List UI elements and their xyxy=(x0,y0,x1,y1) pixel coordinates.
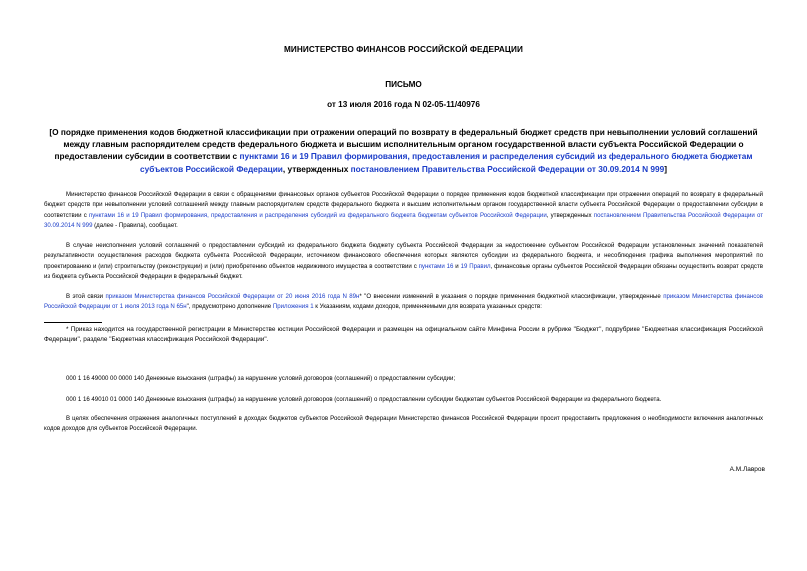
document-date-number: от 13 июля 2016 года N 02-05-11/40976 xyxy=(327,100,480,109)
link-point-19[interactable]: 19 Правил xyxy=(460,262,491,270)
footnote-divider xyxy=(44,322,102,323)
link-appendix-1[interactable]: Приложения 1 xyxy=(272,303,314,311)
income-code-line: 000 1 16 49000 00 0000 140 Денежные взыскания (штрафы) за нарушение условий договоров (соглашений) о предоставлении субсидии; xyxy=(66,375,456,382)
paragraph-text: * "О внесении изменений в указания о порядке применения бюджетной классификации, утвержденные xyxy=(359,293,664,300)
income-code-line: 000 1 16 49010 01 0000 140 Денежные взыскания (штрафы) за нарушение условий договоров (соглашений) о предоставлении субсидии бюджетам субъектов Российской Федерации из федерального бюджета. xyxy=(66,396,662,403)
paragraph-intro xyxy=(44,190,763,231)
signature: А.М.Лавров xyxy=(729,466,765,473)
paragraph-conditions xyxy=(44,241,763,282)
paragraph-text: , утвержденных xyxy=(546,211,594,219)
paragraph-text: и xyxy=(453,262,461,270)
ministry-title: МИНИСТЕРСТВО ФИНАНСОВ РОССИЙСКОЙ ФЕДЕРАЦИИ xyxy=(284,45,523,54)
footnote-text: * Приказ находится на государственной регистрации в Министерстве юстиции Российской Федерации и размещен на официальном сайте Минфина России в рубрике "Бюджет", подрубрике "Бюджетная классификация Российской Федерации", разделе "Бюджетная классификация Российской Федерации". xyxy=(44,326,763,344)
subject-text: [О порядке применения кодов бюджетной классификации при отражении операций по возврату в федеральный бюджет средств при невыполнении условий соглашений между главным распорядителем средств федерального бюджета и высшим исполнительным органом государственной власти субъекта Российской Федерации о предоставлении субсидии в соответствии с xyxy=(49,127,758,162)
subject-link-decree[interactable]: постановлением Правительства Российской Федерации от 30.09.2014 N 999 xyxy=(350,163,665,174)
document-subject xyxy=(44,126,763,175)
paragraph-text: к Указаниям, кодами доходов, применяемыми для возврата указанных средств: xyxy=(313,303,542,311)
subject-link-rules[interactable]: пунктами 16 и 19 Правил формирования, предоставления и распределения субсидий из федерального бюджета бюджетам субъектов Российской Федерации xyxy=(140,151,753,174)
paragraph-text: (далее - Правила), сообщает. xyxy=(92,221,178,229)
subject-text: ] xyxy=(664,163,667,174)
paragraph-request: В целях обеспечения отражения аналогичных поступлений в доходах бюджетов субъектов Российской Федерации Министерство финансов Российской Федерации просит предоставить предложения о необходимости включения аналогичных кодов доходов для субъектов Российской Федерации. xyxy=(44,415,763,433)
link-decree-999[interactable]: постановлением Правительства Российской Федерации от 30.09.2014 N 999 xyxy=(44,211,763,229)
document-type: ПИСЬМО xyxy=(385,80,422,89)
subject-text: , утвержденных xyxy=(282,163,351,174)
paragraph-text: ", предусмотрено дополнение xyxy=(186,303,273,311)
link-order-89n[interactable]: приказом Министерства финансов Российской Федерации от 20 июня 2016 года N 89н xyxy=(105,293,360,300)
paragraph-text: , финансовые органы субъектов Российской Федерации обязаны осуществить возврат средств из бюджета субъекта Российской Федерации в федеральный бюджет. xyxy=(44,262,764,280)
link-point-16[interactable]: пунктами 16 xyxy=(418,262,454,270)
link-order-65n[interactable]: приказом Министерства финансов Российской Федерации от 1 июля 2013 года N 65н xyxy=(44,293,763,311)
paragraph-text: Министерство финансов Российской Федерации в связи с обращениями финансовых органов субъектов Российской Федерации о порядке применения кодов бюджетной классификации при отражении операций по возврату в федеральный бюджет средств при невыполнении условий соглашений между главным распорядителем средств федерального бюджета и высшим исполнительным органом государственной власти субъекта Российской Федерации о предоставлении субсидии в соответствии с xyxy=(44,191,763,219)
paragraph-text: В случае неисполнения условий соглашений о предоставлении субсидий из федерального бюджета бюджету субъекта Российской Федерации за недостижение субъектом Российской Федерации установленных значений показателей результативности осуществления расходов бюджета субъекта Российской Федерации, источником финансового обеспечения которых являются субсидии из федерального бюджета, и несоблюдения графика выполнения мероприятий по проектированию и (или) строительству (реконструкции) и (или) приобретению объектов недвижимого имущества в соответствии с xyxy=(44,242,763,270)
link-rules-points[interactable]: пунктами 16 и 19 Правил формирования, предоставления и распределения субсидий из федерального бюджета бюджетам субъектов Российской Федерации xyxy=(88,211,547,219)
paragraph-text: В этой связи xyxy=(66,293,106,300)
paragraph-order xyxy=(44,292,763,313)
